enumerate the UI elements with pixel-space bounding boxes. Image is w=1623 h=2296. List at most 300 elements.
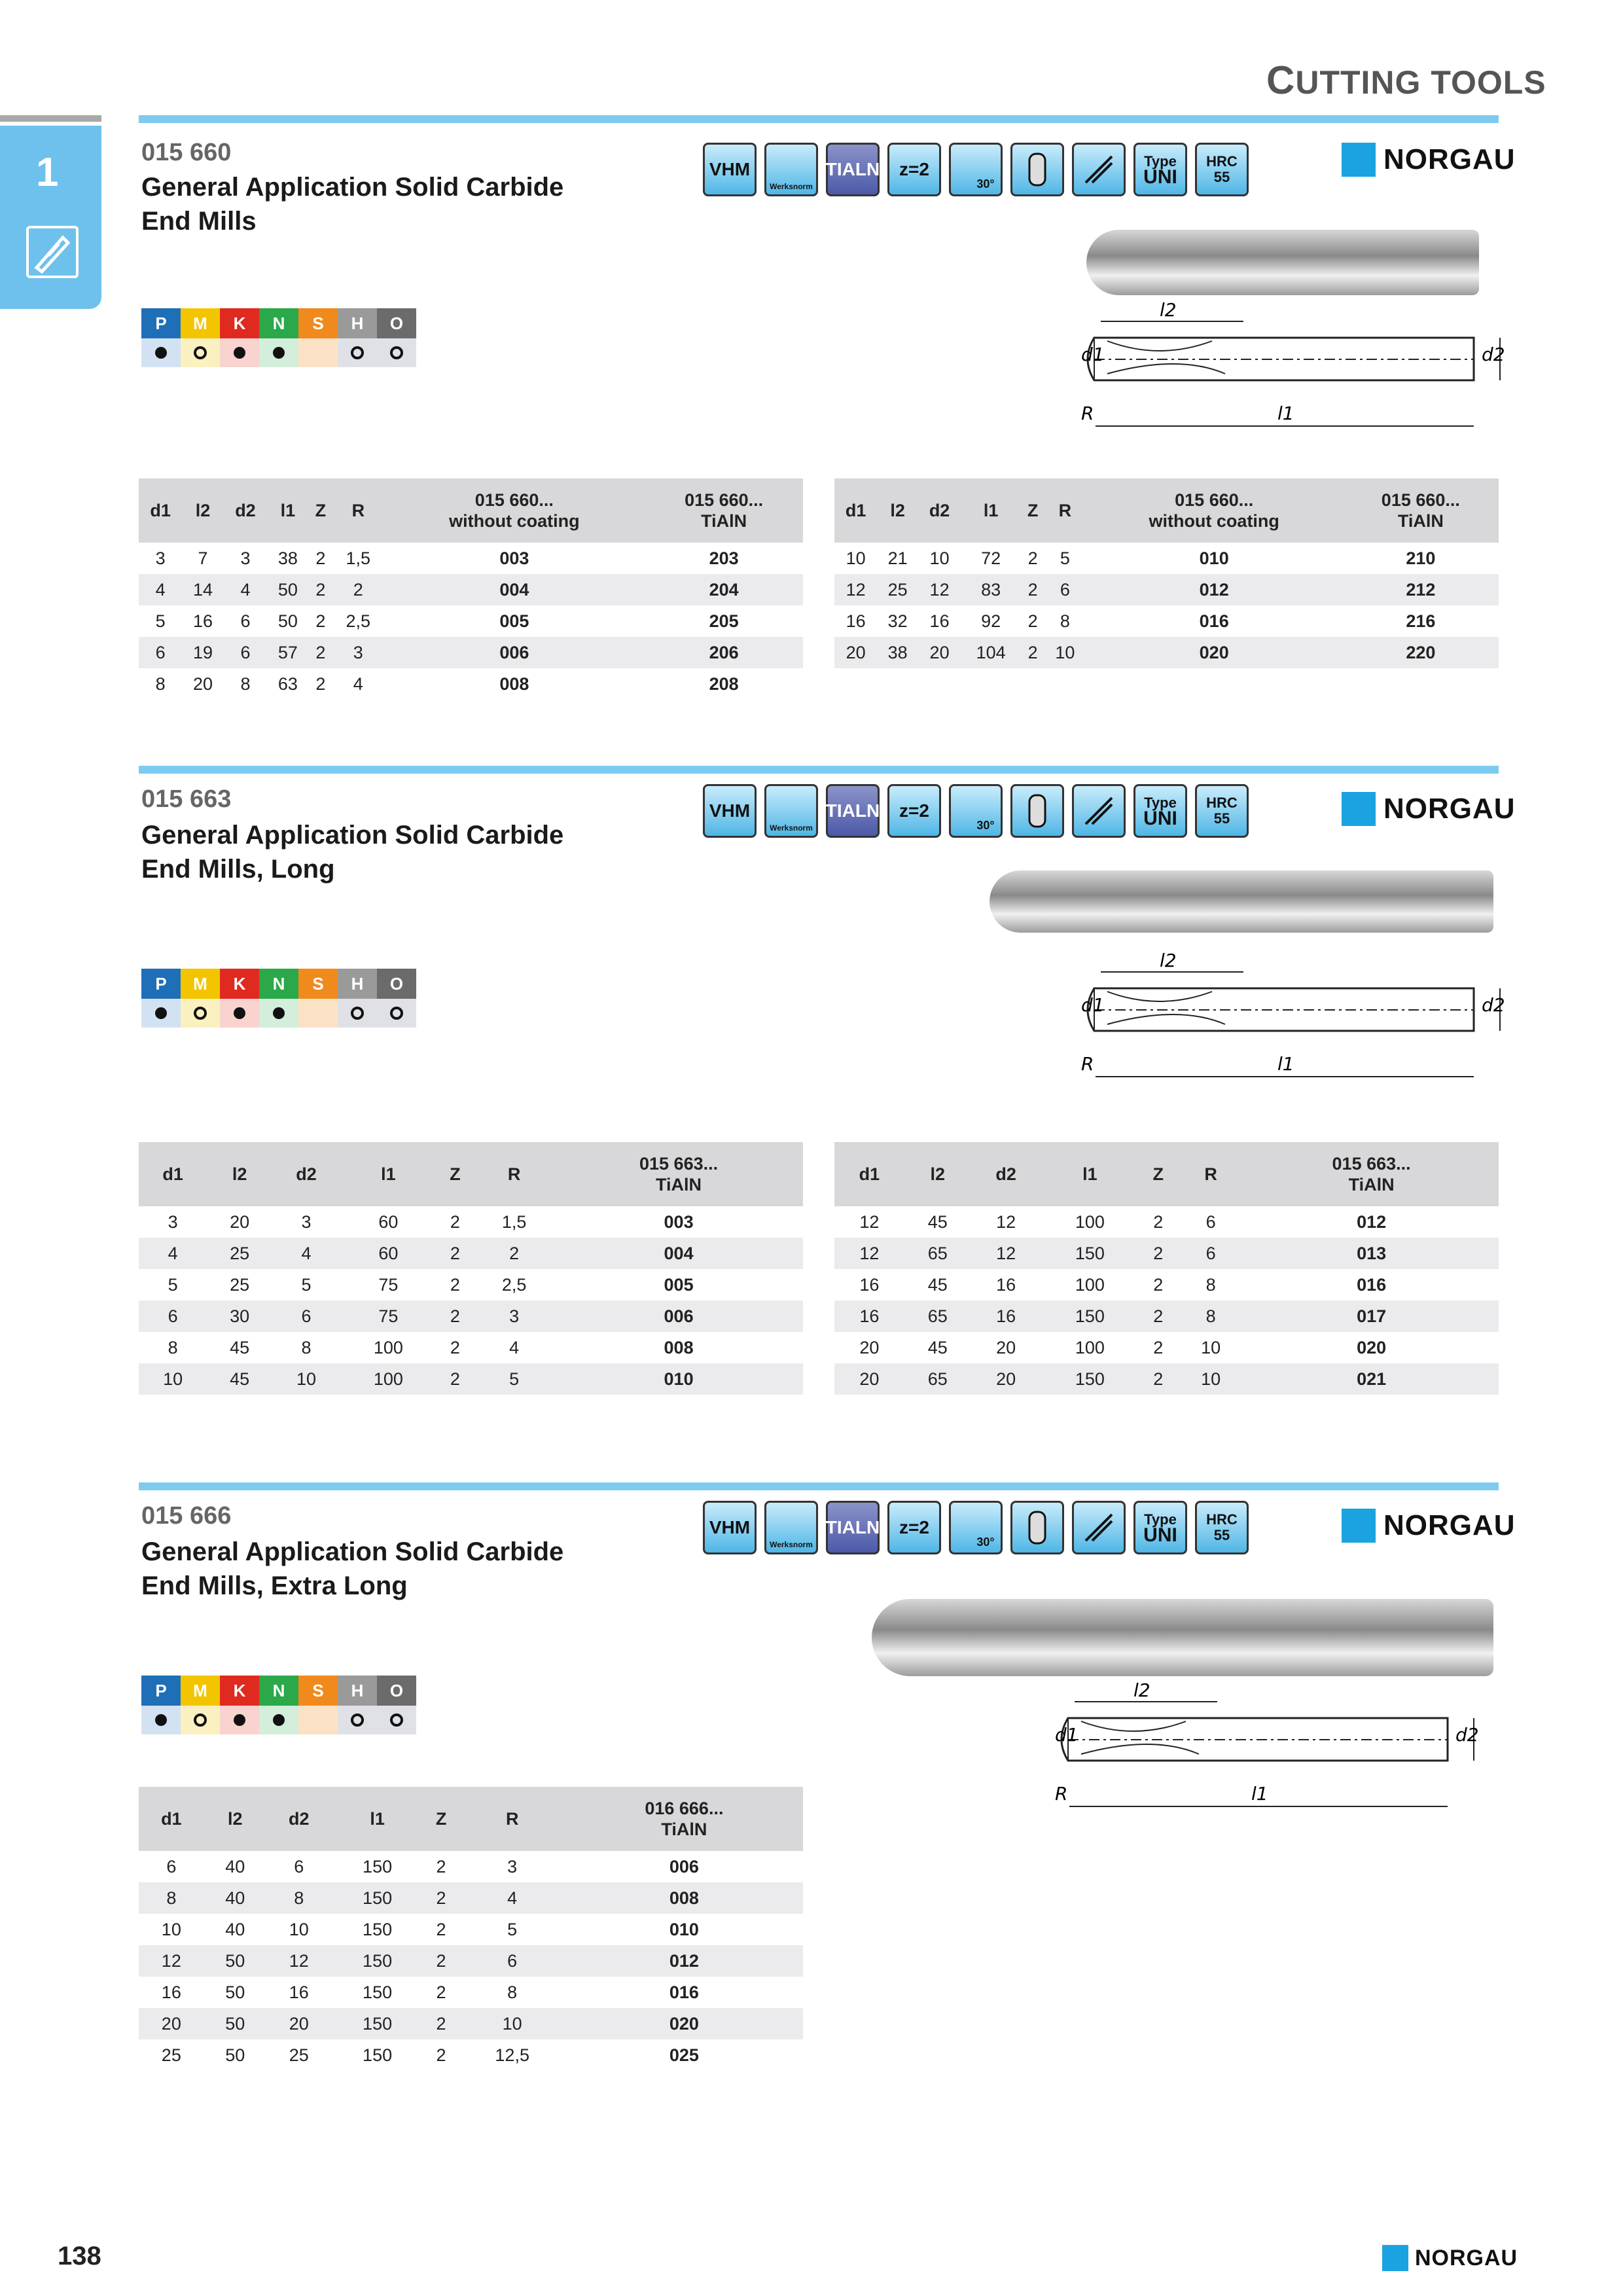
material-suitability (141, 338, 416, 367)
table-cell: 20 (139, 2008, 204, 2039)
product-title-line-2: End Mills, Extra Long (141, 1571, 408, 1600)
header-tialn-code: 015 660... (1381, 490, 1460, 510)
footer-brand-logo (1382, 2245, 1518, 2271)
table-row (834, 637, 1499, 668)
table-cell: 6 (294, 1856, 304, 1876)
hrc-value: 55 (1213, 1527, 1230, 1543)
hrc-label: HRC (1206, 153, 1238, 170)
table-cell: 6 (1205, 1211, 1216, 1232)
table-cell: 4 (224, 574, 267, 605)
table-cell: 8 (240, 673, 251, 694)
r-label: R (1081, 403, 1094, 424)
table-row (139, 2008, 803, 2039)
d2-label: d2 (1455, 1724, 1479, 1746)
header-uncoated-code: 015 660... (1175, 490, 1254, 510)
table-cell: 2 (450, 1274, 460, 1295)
table-cell: 016 (1357, 1274, 1387, 1295)
open-dot-icon (390, 1007, 403, 1020)
table-cell: 150 (363, 2045, 393, 2065)
header-l1: l1 (1041, 1142, 1139, 1206)
table-cell: 006 (669, 1856, 699, 1876)
tialn-badge: TIALN (826, 1501, 880, 1554)
header-l2: l2 (904, 1142, 971, 1206)
table-cell: 60 (340, 1238, 436, 1269)
table-cell: 63 (277, 673, 298, 694)
type-label: Type (1144, 153, 1177, 170)
brand-logo (1342, 1509, 1516, 1543)
material-label-k: K (220, 969, 259, 999)
table-cell: 2 (309, 574, 333, 605)
material-label-m: M (181, 308, 220, 338)
shank-icon (1010, 1501, 1064, 1554)
material-label-o: O (377, 969, 416, 999)
table-cell: 72 (981, 548, 1001, 568)
table-cell: 2 (423, 2008, 459, 2039)
table-cell: 65 (904, 1300, 971, 1332)
uni-label: UNI (1143, 1524, 1177, 1546)
header-d1: d1 (139, 1142, 207, 1206)
table-row (834, 1363, 1499, 1395)
center-cutting-icon (1072, 1501, 1126, 1554)
helix-angle-badge (949, 784, 1003, 838)
product-photo (872, 1599, 1493, 1676)
table-cell: 008 (565, 1882, 803, 1914)
table-cell: 19 (182, 637, 223, 668)
header-tialn-label: TiAlN (661, 1820, 707, 1839)
table-row (139, 574, 803, 605)
table-cell: 6 (1177, 1238, 1244, 1269)
table-cell: 012 (1357, 1211, 1387, 1232)
material-suitability-n (259, 999, 298, 1028)
type-label: Type (1144, 1511, 1177, 1528)
material-suitability-h (338, 1706, 377, 1734)
table-cell: 4 (139, 574, 182, 605)
spec-table (139, 1787, 803, 2071)
header-uncoated-code: 015 660... (474, 490, 554, 510)
header-l2: l2 (182, 478, 223, 543)
table-cell: 5 (1060, 548, 1070, 568)
header-d2: d2 (224, 478, 267, 543)
table-cell: 20 (193, 673, 213, 694)
table-cell: 10 (1177, 1363, 1244, 1395)
table-cell: 10 (1044, 637, 1086, 668)
table-cell: 20 (859, 1337, 880, 1357)
material-label-s: S (298, 308, 338, 338)
material-suitability-o (377, 338, 416, 367)
product-title-line-2: End Mills, Long (141, 855, 335, 884)
uni-label: UNI (1143, 166, 1177, 188)
hrc-value: 55 (1213, 810, 1230, 827)
flutes-badge: z=2 (887, 784, 941, 838)
table-cell: 8 (139, 1882, 204, 1914)
table-cell: 2 (315, 548, 326, 568)
table-cell: 25 (877, 574, 918, 605)
table-cell: 2 (436, 1856, 446, 1876)
material-suitability-s (298, 338, 338, 367)
product-title (141, 818, 665, 886)
material-suitability (141, 1706, 416, 1734)
page-header (1266, 58, 1546, 103)
header-d2: d2 (918, 478, 961, 543)
brand-square-icon (1342, 792, 1376, 826)
table-cell: 30 (207, 1300, 272, 1332)
product-photo (990, 870, 1493, 933)
table-cell: 5 (155, 611, 166, 631)
header-tialn-code: 015 663... (1332, 1154, 1411, 1174)
table-cell: 10 (929, 548, 950, 568)
full-dot-icon (273, 347, 285, 359)
uni-label: UNI (1143, 808, 1177, 829)
full-dot-icon (234, 347, 245, 359)
header-tialn-code: 015 660... (685, 490, 764, 510)
table-cell: 2 (1021, 637, 1044, 668)
full-dot-icon (155, 1714, 167, 1726)
header-r: R (459, 1787, 565, 1851)
product-title-line-1: General Application Solid Carbide (141, 821, 564, 850)
table-cell: 6 (240, 611, 251, 631)
material-chart (141, 1676, 416, 1734)
table-cell: 8 (1205, 1274, 1216, 1295)
hrc-label: HRC (1206, 795, 1238, 811)
full-dot-icon (273, 1007, 285, 1019)
l2-label: l2 (1160, 302, 1177, 321)
header-l2: l2 (877, 478, 918, 543)
table-cell: 150 (363, 1856, 393, 1876)
header-tialn-label: TiAlN (656, 1175, 702, 1194)
header-z: Z (309, 478, 333, 543)
material-suitability-m (181, 1706, 220, 1734)
open-dot-icon (351, 1007, 364, 1020)
table-cell: 12 (859, 1211, 880, 1232)
brand-name: NORGAU (1383, 1509, 1516, 1541)
header-tialn (565, 1787, 803, 1851)
table-cell: 206 (645, 637, 803, 668)
table-cell: 12 (139, 1945, 204, 1977)
table-cell: 12 (834, 574, 877, 605)
l1-label: l1 (1277, 1053, 1294, 1075)
table-row (834, 1300, 1499, 1332)
table-cell: 100 (1075, 1211, 1105, 1232)
full-dot-icon (155, 347, 167, 359)
table-cell: 010 (669, 1919, 699, 1939)
table-row (139, 1238, 803, 1269)
header-l2: l2 (207, 1142, 272, 1206)
table-cell: 2 (1139, 1300, 1177, 1332)
header-tialn (1343, 478, 1499, 543)
header-tialn (1244, 1142, 1499, 1206)
material-label-h: H (338, 969, 377, 999)
werksnorm-label: Werksnorm (770, 823, 813, 833)
table-cell: 38 (877, 637, 918, 668)
table-cell: 20 (971, 1363, 1041, 1395)
material-suitability-m (181, 999, 220, 1028)
table-cell: 12 (996, 1211, 1016, 1232)
table-cell: 75 (378, 1274, 399, 1295)
table-cell: 4 (459, 1882, 565, 1914)
header-tialn-label: TiAlN (701, 511, 747, 531)
center-cutting-icon (1072, 784, 1126, 838)
material-chart (141, 308, 416, 367)
table-cell: 16 (161, 1982, 181, 2002)
l1-label: l1 (1277, 403, 1294, 424)
table-cell: 203 (709, 548, 739, 568)
table-cell: 20 (834, 637, 877, 668)
header-d2: d2 (266, 1787, 332, 1851)
page-header-cap: C (1266, 58, 1296, 102)
table-cell: 10 (289, 1919, 309, 1939)
table-cell: 2 (1021, 574, 1044, 605)
table-cell: 20 (834, 1363, 904, 1395)
table-cell: 205 (709, 611, 739, 631)
l2-label: l2 (1160, 952, 1177, 971)
section-015663 (139, 766, 1516, 1420)
material-suitability-o (377, 1706, 416, 1734)
table-cell: 010 (554, 1363, 803, 1395)
table-cell: 150 (332, 2008, 423, 2039)
table-cell: 2 (309, 637, 333, 668)
table-row (834, 1332, 1499, 1363)
hrc-badge (1195, 1501, 1249, 1554)
product-photo (1086, 230, 1479, 295)
table-cell: 4 (353, 673, 363, 694)
r-label: R (1055, 1783, 1068, 1804)
header-d1: d1 (139, 1787, 204, 1851)
table-cell: 45 (927, 1337, 948, 1357)
table-cell: 020 (1357, 1337, 1387, 1357)
helix-angle-badge (949, 1501, 1003, 1554)
table-cell: 2 (315, 611, 326, 631)
table-cell: 2 (1153, 1274, 1164, 1295)
material-label-s: S (298, 969, 338, 999)
table-cell: 100 (1075, 1337, 1105, 1357)
table-cell: 20 (266, 2008, 332, 2039)
table-cell: 104 (961, 637, 1021, 668)
section-rule (139, 1482, 1499, 1490)
r-label: R (1081, 1053, 1094, 1075)
table-cell: 2 (437, 1363, 474, 1395)
table-row (834, 605, 1499, 637)
table-cell: 210 (1406, 548, 1436, 568)
table-cell: 50 (204, 2008, 266, 2039)
d2-label: d2 (1482, 344, 1505, 365)
table-cell: 2 (436, 2045, 446, 2065)
spec-table-left (139, 1142, 803, 1395)
table-cell: 50 (225, 2045, 245, 2065)
material-label-m: M (181, 969, 220, 999)
header-tialn-label: TiAlN (1397, 511, 1444, 531)
table-cell: 14 (182, 574, 223, 605)
brand-square-icon (1342, 143, 1376, 177)
table-cell: 2 (1139, 1238, 1177, 1269)
product-title-line-1: General Application Solid Carbide (141, 1537, 564, 1566)
vhm-badge: VHM (703, 784, 757, 838)
table-cell: 150 (1041, 1300, 1139, 1332)
table-cell: 65 (904, 1238, 971, 1269)
helix-angle-badge (949, 143, 1003, 196)
table-cell: 4 (139, 1238, 207, 1269)
header-tialn-code: 016 666... (645, 1799, 724, 1818)
material-label-h: H (338, 308, 377, 338)
table-row (139, 2039, 803, 2071)
table-cell: 3 (168, 1211, 178, 1232)
chapter-rule (0, 115, 101, 122)
table-cell: 005 (664, 1274, 694, 1295)
header-tialn (554, 1142, 803, 1206)
open-dot-icon (351, 1713, 364, 1727)
table-cell: 83 (961, 574, 1021, 605)
material-suitability-s (298, 1706, 338, 1734)
werksnorm-badge (764, 784, 818, 838)
header-l1: l1 (961, 478, 1021, 543)
flutes-badge: z=2 (887, 143, 941, 196)
brand-logo (1342, 792, 1516, 826)
table-cell: 020 (565, 2008, 803, 2039)
table-cell: 012 (565, 1945, 803, 1977)
table-row (834, 1269, 1499, 1300)
table-cell: 3 (332, 637, 383, 668)
table-cell: 006 (383, 637, 645, 668)
table-cell: 2 (1027, 548, 1038, 568)
table-row (139, 668, 803, 700)
shank-icon (1010, 143, 1064, 196)
table-cell: 10 (459, 2008, 565, 2039)
material-label-k: K (220, 308, 259, 338)
d1-label: d1 (1081, 994, 1105, 1016)
end-mill-icon (26, 226, 79, 278)
table-cell: 16 (289, 1982, 309, 2002)
product-code: 015 666 (141, 1502, 232, 1530)
header-d1: d1 (834, 478, 877, 543)
table-cell: 16 (846, 611, 866, 631)
header-l1: l1 (267, 478, 308, 543)
spec-table-left (139, 478, 803, 700)
table-cell: 012 (1086, 574, 1343, 605)
d2-label: d2 (1482, 994, 1505, 1016)
center-cutting-icon (1072, 143, 1126, 196)
material-suitability-h (338, 999, 377, 1028)
werksnorm-label: Werksnorm (770, 1540, 813, 1549)
full-dot-icon (155, 1007, 167, 1019)
helix-angle-label: 30° (976, 819, 995, 832)
full-dot-icon (234, 1007, 245, 1019)
material-suitability-s (298, 999, 338, 1028)
table-cell: 75 (340, 1300, 436, 1332)
shank-icon (1010, 784, 1064, 838)
material-label-k: K (220, 1676, 259, 1706)
brand-name: NORGAU (1383, 793, 1516, 825)
material-label-n: N (259, 969, 298, 999)
hrc-badge (1195, 784, 1249, 838)
type-uni-badge (1133, 784, 1187, 838)
page-number: 138 (58, 2242, 101, 2270)
table-row (834, 1238, 1499, 1269)
table-row (834, 574, 1499, 605)
page-header-rest: UTTING TOOLS (1295, 64, 1546, 101)
feature-badges (703, 784, 1249, 843)
table-cell: 65 (904, 1363, 971, 1395)
brand-logo (1342, 143, 1516, 177)
table-cell: 8 (301, 1337, 312, 1357)
table-cell: 92 (981, 611, 1001, 631)
material-label-o: O (377, 308, 416, 338)
table-cell: 38 (277, 548, 298, 568)
table-cell: 6 (224, 637, 267, 668)
table-cell: 8 (266, 1882, 332, 1914)
table-cell: 60 (378, 1211, 399, 1232)
table-cell: 32 (887, 611, 908, 631)
table-cell: 004 (554, 1238, 803, 1269)
table-cell: 150 (1041, 1363, 1139, 1395)
product-title (141, 170, 665, 238)
material-suitability-h (338, 338, 377, 367)
table-cell: 5 (474, 1363, 554, 1395)
table-cell: 45 (230, 1337, 250, 1357)
d1-label: d1 (1055, 1724, 1079, 1746)
table-cell: 220 (1343, 637, 1499, 668)
header-z: Z (437, 1142, 474, 1206)
table-cell: 008 (664, 1337, 694, 1357)
table-cell: 2 (436, 1982, 446, 2002)
table-cell: 150 (332, 1882, 423, 1914)
table-cell: 6 (139, 1300, 207, 1332)
feature-badges (703, 1501, 1249, 1560)
table-cell: 204 (645, 574, 803, 605)
header-r: R (1044, 478, 1086, 543)
table-cell: 10 (161, 1919, 181, 1939)
table-cell: 021 (1244, 1363, 1499, 1395)
section-015666 (139, 1482, 1516, 2137)
table-cell: 16 (193, 611, 213, 631)
material-suitability-k (220, 999, 259, 1028)
table-cell: 45 (207, 1363, 272, 1395)
table-cell: 57 (267, 637, 308, 668)
table-cell: 2 (450, 1337, 460, 1357)
table-cell: 16 (929, 611, 950, 631)
material-suitability-o (377, 999, 416, 1028)
table-cell: 150 (363, 1982, 393, 2002)
table-cell: 3 (474, 1300, 554, 1332)
table-cell: 3 (240, 548, 251, 568)
open-dot-icon (194, 1007, 207, 1020)
table-cell: 8 (507, 1982, 518, 2002)
helix-angle-label: 30° (976, 1535, 995, 1549)
table-cell: 16 (996, 1274, 1016, 1295)
header-l2: l2 (204, 1787, 266, 1851)
header-uncoated (1086, 478, 1343, 543)
vhm-badge: VHM (703, 143, 757, 196)
table-cell: 2,5 (501, 1274, 527, 1295)
product-title (141, 1535, 665, 1603)
table-cell: 50 (277, 611, 298, 631)
table-cell: 2 (332, 574, 383, 605)
table-cell: 6 (272, 1300, 340, 1332)
header-uncoated-label: without coating (449, 511, 580, 531)
table-cell: 12 (266, 1945, 332, 1977)
table-cell: 2 (423, 1945, 459, 1977)
table-cell: 008 (499, 673, 529, 694)
table-cell: 45 (927, 1211, 948, 1232)
table-cell: 2 (1027, 611, 1038, 631)
table-cell: 2 (437, 1300, 474, 1332)
table-cell: 5 (168, 1274, 178, 1295)
table-cell: 016 (669, 1982, 699, 2002)
table-cell: 16 (971, 1300, 1041, 1332)
table-cell: 010 (1199, 548, 1229, 568)
table-row (139, 543, 803, 574)
product-code: 015 660 (141, 139, 232, 166)
tialn-badge: TIALN (826, 784, 880, 838)
table-cell: 2 (315, 673, 326, 694)
